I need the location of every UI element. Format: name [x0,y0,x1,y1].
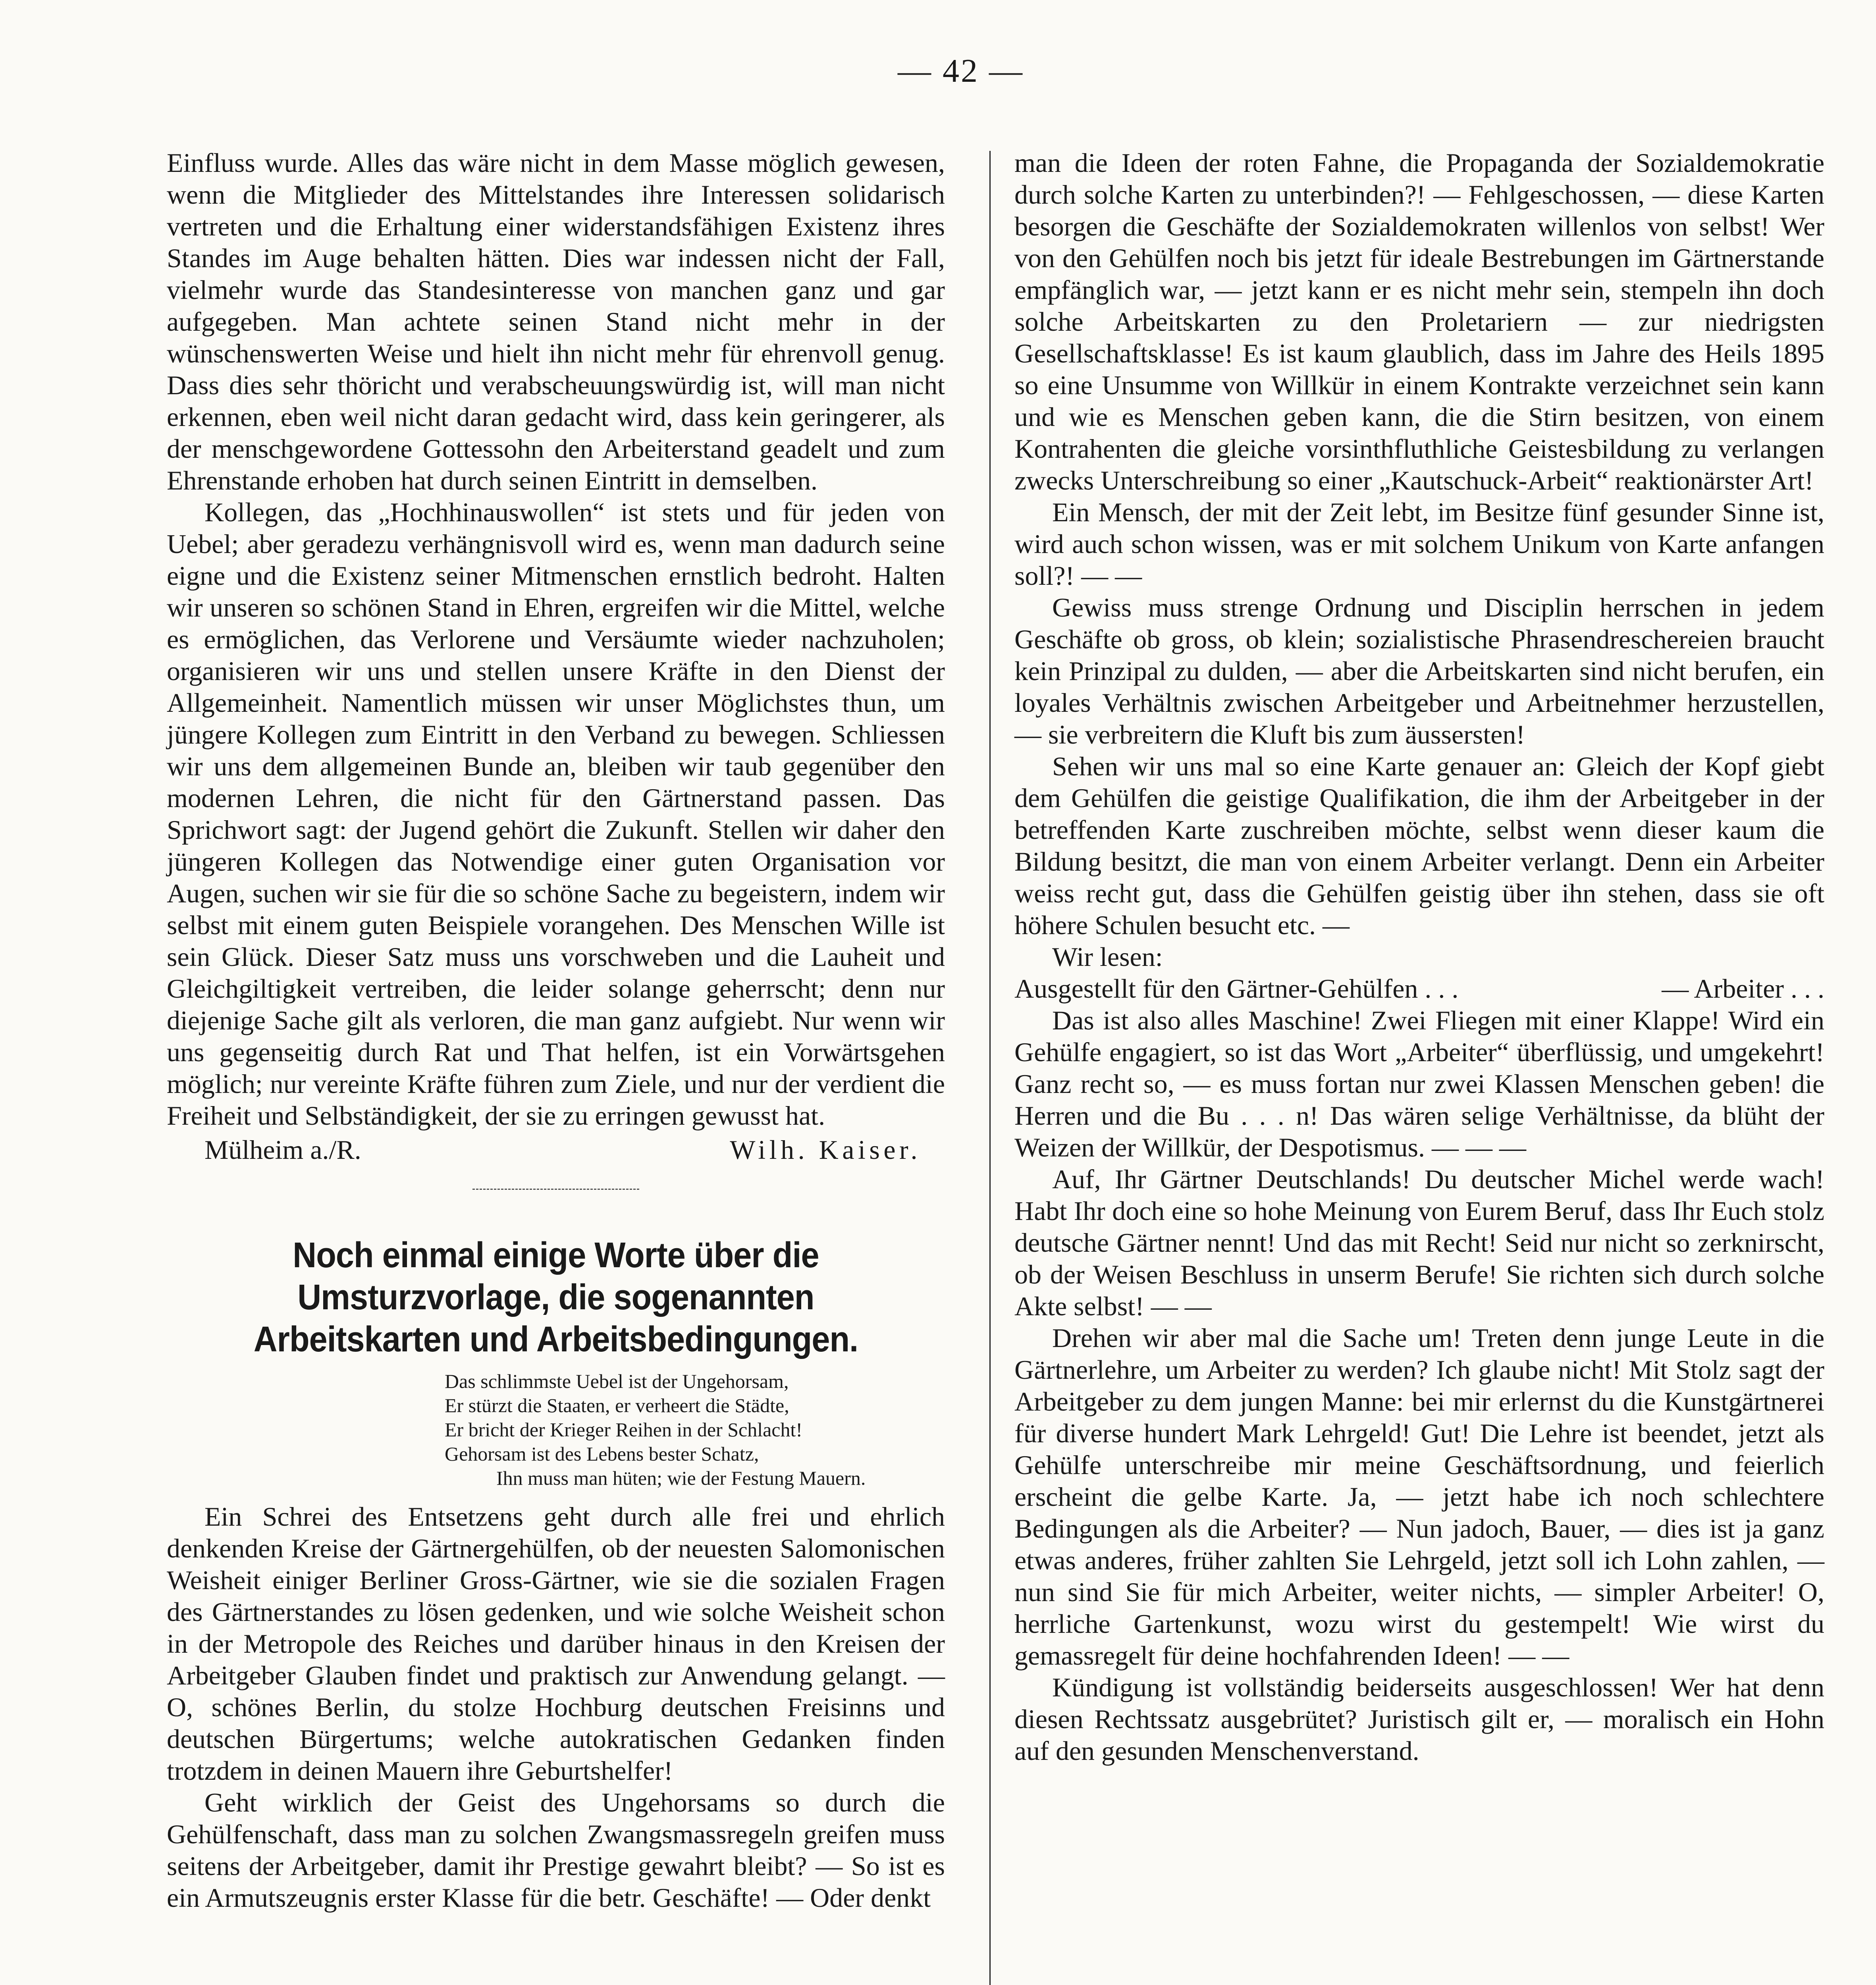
article2-paragraph-3: man die Ideen der roten Fahne, die Propaganda der Sozialdemokratie durch solche Karten zu unterbinden?! — Fehlgeschossen, — diese Karten besorgen die Geschäfte der Sozialdemokraten willenlos von selbst! Wer von den Gehülfen noch bis jetzt für ideale Bestrebungen im Gärtnerstande empfänglich war, — jetzt kann er es nicht mehr sein, stempeln ihn doch solche Arbeitskarten zu den Proletariern — zur niedrigsten Gesellschaftsklasse! Es ist kaum glaublich, dass im Jahre des Heils 1895 so eine Unsumme von Willkür in einem Kontrakte verzeichnet sein kann und wie es Menschen geben kann, die die Stirn besitzen, von einem Kontrahenten die gleiche vorsinthfluthliche Geistesbildung zu verlangen zwecks Unterschreibung so einer „Kautschuck-Arbeit“ reaktionärster Art! [1014,148,1824,495]
article2-motto [445,1369,945,1490]
article2-paragraph-4: Ein Mensch, der mit der Zeit lebt, im Besitze fünf gesunder Sinne ist, wird auch schon wissen, was er mit solchem Unikum von Karte anfangen soll?! — — [1014,497,1824,591]
card-quote-right: — Arbeiter . . . [1662,973,1824,1004]
signature-name: Wilh. Kaiser. [730,1135,921,1165]
left-column [167,147,945,1914]
article2-paragraph-7: Wir lesen: [1052,942,1163,972]
card-quote-left: Ausgestellt für den Gärtner-Gehülfen . . . [1014,973,1459,1004]
section-divider [472,1189,639,1191]
article2-paragraph-2: Geht wirklich der Geist des Ungehorsams so durch die Gehülfenschaft, dass man zu solchen Zwangsmassregeln greifen muss seitens der Arbeitgeber, damit ihr Prestige gewahrt bleibt? — So ist es ein Armutszeugnis erster Klasse für die betr. Geschäfte! — Oder denkt [167,1787,945,1913]
article1-signature [167,1134,945,1166]
article2-paragraph-11: Kündigung ist vollständig beiderseits ausgeschlossen! Wer hat denn diesen Rechtssatz ausgebrütet? Juristisch gilt er, — moralisch ein Hohn auf den gesunden Menschenverstand. [1014,1672,1824,1766]
article2-paragraph-1: Ein Schrei des Entsetzens geht durch alle frei und ehrlich denkenden Kreise der Gärtnergehülfen, ob der neuesten Salomonischen Weisheit einiger Berliner Gross-Gärtner, wie sie die sozialen Fragen des Gärtnerstandes zu lösen gedenken, und wie solche Weisheit schon in der Metropole des Reiches und darüber hinaus in den Kreisen der Arbeitgeber Glauben findet und praktisch zur Anwendung gelangt. — O, schönes Berlin, du stolze Hochburg deutschen Freisinns und deutschen Bürgertums; welche autokratischen Gedanken finden trotzdem in deinen Mauern ihre Geburtshelfer! [167,1501,945,1786]
page-number: — 42 — [898,52,1024,89]
article1-paragraph-2: Kollegen, das „Hochhinauswollen“ ist stets und für jeden von Uebel; aber geradezu verhängnisvoll wird es, wenn man dadurch seine eigne und die Existenz seiner Mitmenschen ernstlich bedroht. Halten wir unseren so schönen Stand in Ehren, ergreifen wir die Mittel, welche es ermöglichen, das Verlorene und Versäumte wieder nachzuholen; organisieren wir uns und stellen unsere Kräfte in den Dienst der Allgemeinheit. Namentlich müssen wir unser Möglichstes thun, um jüngere Kollegen zum Eintritt in den Verband zu bewegen. Schliessen wir uns dem allgemeinen Bunde an, bleiben wir taub gegenüber den modernen Lehren, die nicht für den Gärtnerstand passen. Das Sprichwort sagt: der Jugend gehört die Zukunft. Stellen wir daher den jüngeren Kollegen das Notwendige einer guten Organisation vor Augen, suchen wir sie für die so schöne Sache zu begeistern, indem wir selbst mit einem guten Beispiele vorangehen. Des Menschen Wille ist sein Glück. Dieser Satz muss uns vorschweben und die Lauheit und Gleichgiltigkeit vertreiben, die leider solange geherrscht; denn nur diejenige Sache gilt als verloren, die man ganz aufgiebt. Nur wenn wir uns gegenseitig durch Rat und That helfen, ist ein Vorwärtsgehen möglich; nur vereinte Kräfte führen zum Ziele, und nur der verdient die Freiheit und Selbständigkeit, der sie zu erringen gewusst hat. [167,497,945,1131]
motto-line: Er bricht der Krieger Reihen in der Schlacht! [445,1418,803,1441]
motto-line: Er stürzt die Staaten, er verheert die Städte, [445,1394,789,1416]
article1-paragraph-1: Einfluss wurde. Alles das wäre nicht in dem Masse möglich gewesen, wenn die Mitglieder des Mittelstandes ihre Interessen solidarisch vertreten und die Erhaltung einer widerstandsfähigen Existenz ihres Standes im Auge behalten hätten. Dies war indessen nicht der Fall, vielmehr wurde das Standesinteresse von manchen ganz und gar aufgegeben. Man achtete seinen Stand nicht mehr in der wünschenswerten Weise und hielt ihn nicht mehr für ehrenvoll genug. Dass dies sehr thöricht und verabscheuungswürdig ist, will man nicht erkennen, eben weil nicht daran gedacht wird, dass kein geringerer, als der menschgewordene Gottessohn den Arbeiterstand geadelt und zum Ehrenstande erhoben hat durch seinen Eintritt in demselben. [167,148,945,495]
article2-paragraph-10: Drehen wir aber mal die Sache um! Treten denn junge Leute in die Gärtnerlehre, um Arbeiter zu werden? Ich glaube nicht! Mit Stolz sagt der Arbeitgeber zu dem jungen Manne: bei mir erlernst du die Kunstgärtnerei für diverse hundert Mark Lehrgeld! Gut! Die Lehre ist beendet, jetzt als Gehülfe unterschreibe mir meine Geschäftsordnung, und feierlich erscheint die gelbe Karte. Ja, — jetzt habe ich noch schlechtere Bedingungen als die Arbeiter? — Nun jadoch, Bauer, — dies ist ja ganz etwas anderes, früher zahlten Sie Lehrgeld, jetzt soll ich Lohn zahlen, — nun sind Sie für mich Arbeiter, weiter nichts, — simpler Arbeiter! O, herrliche Gartenkunst, wozu wirst du gestempelt! Wie wirst du gemassregelt für deine hochfahrenden Ideen! — — [1014,1323,1824,1671]
article2-paragraph-6: Sehen wir uns mal so eine Karte genauer an: Gleich der Kopf giebt dem Gehülfen die geistige Qualifikation, die ihm der Arbeitgeber in der betreffenden Karte zuschreiben möchte, selbst wenn dieser kaum die Bildung besitzt, die man von einem Arbeiter verlangt. Denn ein Arbeiter weiss recht gut, dass die Gehülfen geistig über ihn stehen, dass sie oft höhere Schulen besucht etc. — [1014,751,1824,940]
motto-line: Das schlimmste Uebel ist der Ungehorsam, [445,1370,789,1392]
article2-paragraph-8: Das ist also alles Maschine! Zwei Fliegen mit einer Klappe! Wird ein Gehülfe engagiert, so ist das Wort „Arbeiter“ überflüssig, und umgekehrt! Ganz recht so, — es muss fortan nur zwei Klassen Menschen geben! die Herren und die Bu . . . n! Das wären selige Verhältnisse, da blüht der Weizen der Willkür, der Despotismus. — — — [1014,1005,1824,1162]
right-column [1014,147,1824,1767]
motto-line: Ihn muss man hüten; wie der Festung Mauern. [496,1467,866,1489]
article2-headline: Noch einmal einige Worte über die Umsturzvorlage, die sogenannten Arbeitskarten und Arbeitsbedingungen. [253,1235,858,1359]
signature-place: Mülheim a./R. [204,1135,361,1165]
motto-line: Gehorsam ist des Lebens bester Schatz, [445,1443,759,1465]
article2-paragraph-9: Auf, Ihr Gärtner Deutschlands! Du deutscher Michel werde wach! Habt Ihr doch eine so hohe Meinung von Eurem Beruf, dass Ihr Euch stolz deutsche Gärtner nennt! Und das mit Recht! Seid nur nicht so zerknirscht, ob der Weisen Beschluss in unserm Berufe! Sie richten sich durch solche Akte selbst! — — [1014,1164,1824,1321]
article2-paragraph-5: Gewiss muss strenge Ordnung und Disciplin herrschen in jedem Geschäfte ob gross, ob klein; sozialistische Phrasendreschereien braucht kein Prinzipal zu dulden, — aber die Arbeitskarten sind nicht berufen, ein loyales Verhältnis zwischen Arbeitgeber und Arbeitnehmer herzustellen, — sie verbreitern die Kluft bis zum äussersten! [1014,592,1824,750]
column-divider [989,151,991,1985]
card-quote-line [1014,973,1824,1004]
